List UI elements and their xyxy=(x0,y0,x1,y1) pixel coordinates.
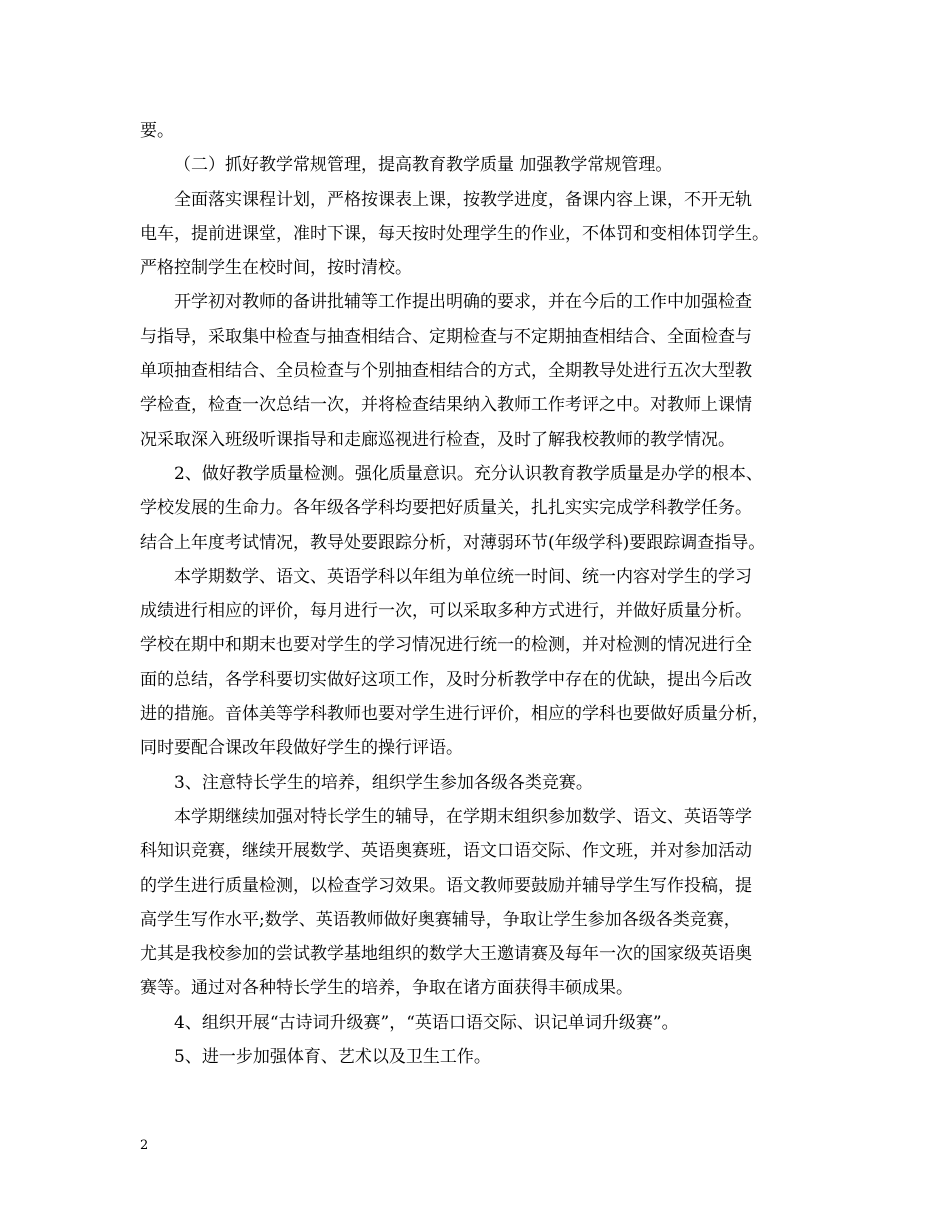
text-line: 面的总结，各学科要切实做好这项工作，及时分析教学中存在的优缺，提出今后改 xyxy=(140,669,752,690)
text-line: 学校发展的生命力。各年级各学科均要把好质量关，扎扎实实完成学科教学任务。 xyxy=(140,498,752,519)
text-line: 本学期数学、语文、英语学科以年组为单位统一时间、统一内容对学生的学习 xyxy=(174,566,752,587)
text-line: 赛等。通过对各种特长学生的培养，争取在诸方面获得丰硕成果。 xyxy=(140,978,633,999)
text-line: 电车，提前进课堂，准时下课，每天按时处理学生的作业，不体罚和变相体罚学生。 xyxy=(140,223,769,244)
text-line: 要。 xyxy=(140,121,174,141)
text-line: 3、注意特长学生的培养，组织学生参加各级各类竞赛。 xyxy=(174,772,593,793)
text-line: 同时要配合课改年段做好学生的操行评语。 xyxy=(140,738,463,759)
text-line: （二）抓好教学常规管理，提高教育教学质量 加强教学常规管理。 xyxy=(174,155,673,176)
text-line: 成绩进行相应的评价，每月进行一次，可以采取多种方式进行，并做好质量分析。 xyxy=(140,601,752,622)
text-line: 高学生写作水平;数学、英语教师做好奥赛辅导，争取让学生参加各级各类竞赛， xyxy=(140,909,741,930)
text-line: 本学期继续加强对特长学生的辅导，在学期末组织参加数学、语文、英语等学 xyxy=(174,806,752,827)
text-line: 严格控制学生在校时间，按时清校。 xyxy=(140,258,412,279)
text-line: 学检查，检查一次总结一次，并将检查结果纳入教师工作考评之中。对教师上课情 xyxy=(140,395,752,416)
text-line: 进的措施。音体美等学科教师也要对学生进行评价，相应的学科也要做好质量分析， xyxy=(140,704,769,725)
text-line: 全面落实课程计划，严格按课表上课，按教学进度，备课内容上课，不开无轨 xyxy=(174,189,752,210)
text-line: 科知识竞赛，继续开展数学、英语奥赛班，语文口语交际、作文班，并对参加活动 xyxy=(140,841,752,862)
document-body xyxy=(140,114,830,1074)
text-line: 5、进一步加强体育、艺术以及卫生工作。 xyxy=(174,1047,491,1068)
text-line: 学校在期中和期末也要对学生的学习情况进行统一的检测，并对检测的情况进行全 xyxy=(140,635,752,656)
text-line: 尤其是我校参加的尝试教学基地组织的数学大王邀请赛及每年一次的国家级英语奥 xyxy=(140,944,752,965)
text-line: 2、做好教学质量检测。强化质量意识。充分认识教育教学质量是办学的根本、 xyxy=(174,463,763,484)
text-line: 结合上年度考试情况，教导处要跟踪分析，对薄弱环节(年级学科)要跟踪调查指导。 xyxy=(140,532,766,553)
text-line: 单项抽查相结合、全员检查与个别抽查相结合的方式，全期教导处进行五次大型教 xyxy=(140,361,752,382)
text-line: 与指导，采取集中检查与抽查相结合、定期检查与不定期抽查相结合、全面检查与 xyxy=(140,326,752,347)
text-line: 4、组织开展“古诗词升级赛”，“英语口语交际、识记单词升级赛”。 xyxy=(174,1012,679,1033)
text-line: 的学生进行质量检测，以检查学习效果。语文教师要鼓励并辅导学生写作投稿，提 xyxy=(140,875,752,896)
text-line: 况采取深入班级听课指导和走廊巡视进行检查，及时了解我校教师的教学情况。 xyxy=(140,429,735,450)
text-line: 开学初对教师的备讲批辅等工作提出明确的要求，并在今后的工作中加强检查 xyxy=(174,292,752,313)
page-number: 2 xyxy=(140,1138,149,1153)
